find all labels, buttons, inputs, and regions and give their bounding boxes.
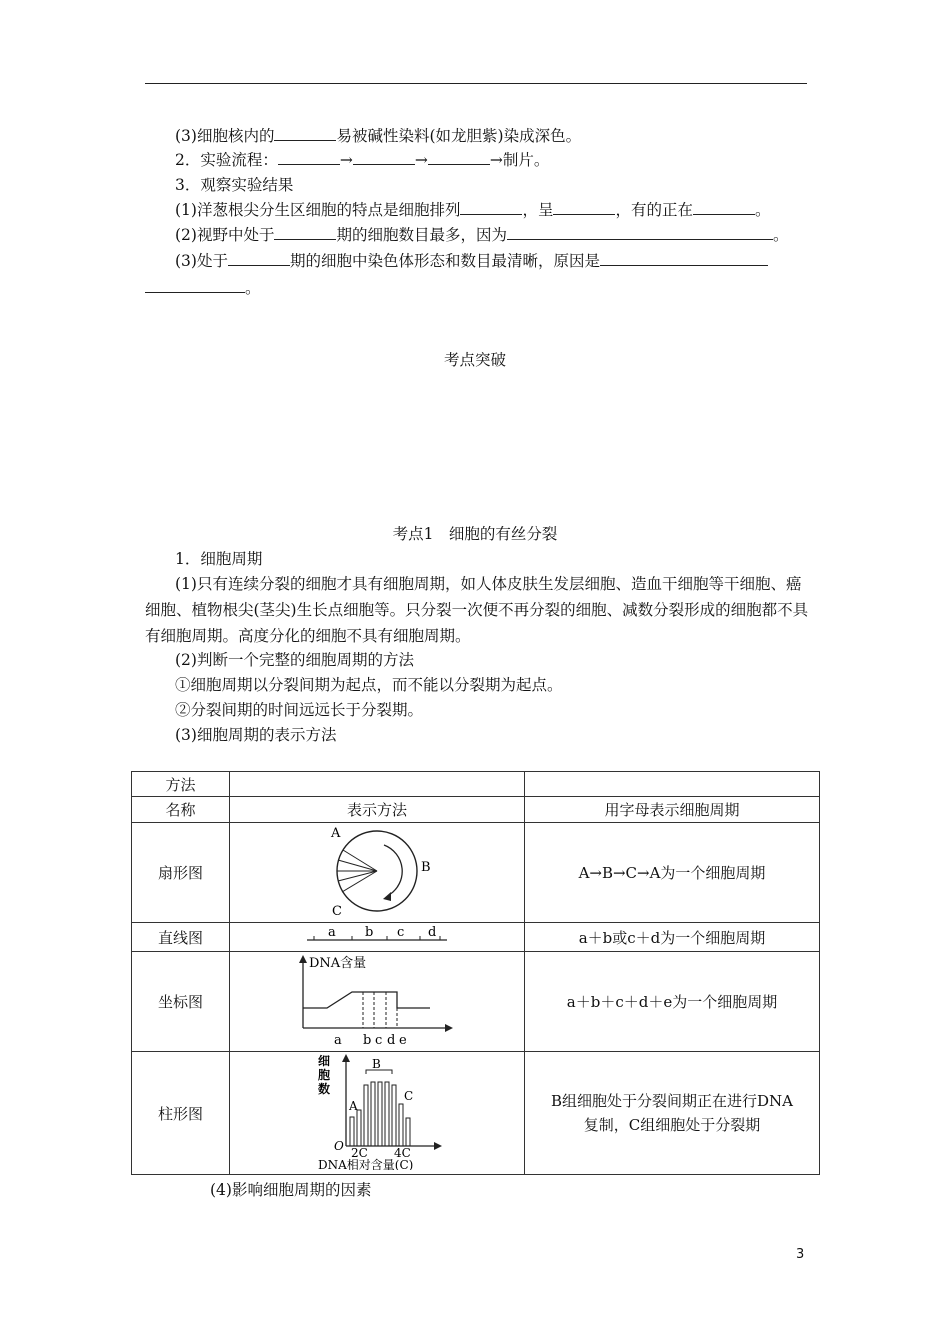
bar-ylabel-1: 细 [318,1054,331,1068]
observation-3: (3)处于 期的细胞中染色体形态和数目最清晰，原因是 [175,249,768,273]
kaodian-title: 考点1 细胞的有丝分裂 [392,525,558,543]
line-label-b: b [365,925,374,940]
cell-cycle-heading: 1．细胞周期 [175,550,263,568]
table-header-row [132,797,820,823]
observation-2: (2)视野中处于 期的细胞数目最多，因为 。 [175,223,789,247]
fan-label-b: B [421,859,431,875]
coord-diagram-cell [230,952,525,1052]
cell-cycle-para-3: ①细胞周期以分裂间期为起点，而不能以分裂期为起点。 [175,676,563,694]
table-cell: a＋b＋c＋d＋e为一个细胞周期 [525,952,820,1052]
fan-label-a: A [331,825,341,841]
cell-cycle-para-5: (3)细胞周期的表示方法 [175,726,337,744]
bar-desc-line-2: 复制，C组细胞处于分裂期 [583,1116,761,1134]
table-cell: a＋b或c＋d为一个细胞周期 [525,923,820,952]
bar-ylabel-2: 胞 [318,1068,331,1082]
factors-line: (4)影响细胞周期的因素 [210,1181,372,1199]
bar-label-a: A [349,1099,358,1113]
line-label-a: a [328,925,336,940]
bar-diagram [310,1052,444,1170]
bar-xlabel: DNA相对含量(C) [318,1158,414,1170]
line-label-d: d [428,925,437,940]
table-cell: 直线图 [132,923,230,952]
table-cell [525,772,820,797]
line-diagram [302,923,452,947]
table-cell: 柱形图 [132,1052,230,1175]
fan-diagram [317,825,437,917]
table-row [132,823,820,923]
bar-ylabel-3: 数 [318,1082,331,1096]
table-cell: A→B→C→A为一个细胞周期 [525,823,820,923]
bar-desc-line-1: B组细胞处于分裂间期正在进行DNA [550,1092,793,1110]
bar-label-c: C [404,1089,414,1103]
table-header: 表示方法 [230,797,525,823]
section-title: 考点突破 [443,351,506,369]
table-cell [525,1052,820,1175]
coord-label-e: e [399,1032,407,1046]
table-header: 用字母表示细胞周期 [525,797,820,823]
coord-label-b: b [363,1032,372,1046]
line-diagram-cell [230,923,525,952]
table-cell: 扇形图 [132,823,230,923]
table-row [132,772,820,797]
coord-label-d: d [387,1032,396,1046]
stain-line: (3)细胞核内的 易被碱性染料(如龙胆紫)染成深色。 [175,124,581,148]
fan-label-c: C [332,903,342,917]
results-heading: 3．观察实验结果 [175,176,294,194]
bar-label-b: B [372,1057,381,1071]
table-row [132,1052,820,1175]
bar-origin: O [334,1139,344,1153]
page-number: 3 [796,1247,805,1262]
bar-diagram-cell [230,1052,525,1175]
bar-tick-4c: 4C [394,1146,411,1160]
observation-3-cont: 。 [145,276,261,300]
table-row [132,952,820,1052]
coord-label-a: a [334,1032,342,1046]
table-cell: 坐标图 [132,952,230,1052]
coord-ylabel: DNA含量 [309,955,367,971]
table-cell: 方法 [132,772,230,797]
cell-cycle-para-1: (1)只有连续分裂的细胞才具有细胞周期，如人体皮肤生发层细胞、造血干细胞等干细胞、癌细胞、植物根尖(茎尖)生长点细胞等。只分裂一次便不再分裂的细胞、减数分裂形成的细胞都不具有细胞周期。高度分化的细胞不具有细胞周期。 [145,575,809,645]
coord-label-c: c [375,1032,383,1046]
header-rule [145,83,807,84]
table-header: 名称 [132,797,230,823]
line-label-c: c [397,925,405,940]
table-cell [230,772,525,797]
cell-cycle-table [131,771,820,1175]
cell-cycle-para-4: ②分裂间期的时间远远长于分裂期。 [175,701,424,719]
table-row [132,923,820,952]
bar-tick-2c: 2C [351,1146,368,1160]
coord-diagram [297,954,457,1046]
observation-1: (1)洋葱根尖分生区细胞的特点是细胞排列 ，呈 ，有的正在 。 [175,198,771,222]
procedure-line: 2．实验流程： → → →制片。 [175,148,549,172]
cell-cycle-para-2: (2)判断一个完整的细胞周期的方法 [175,651,414,669]
fan-diagram-cell [230,823,525,923]
